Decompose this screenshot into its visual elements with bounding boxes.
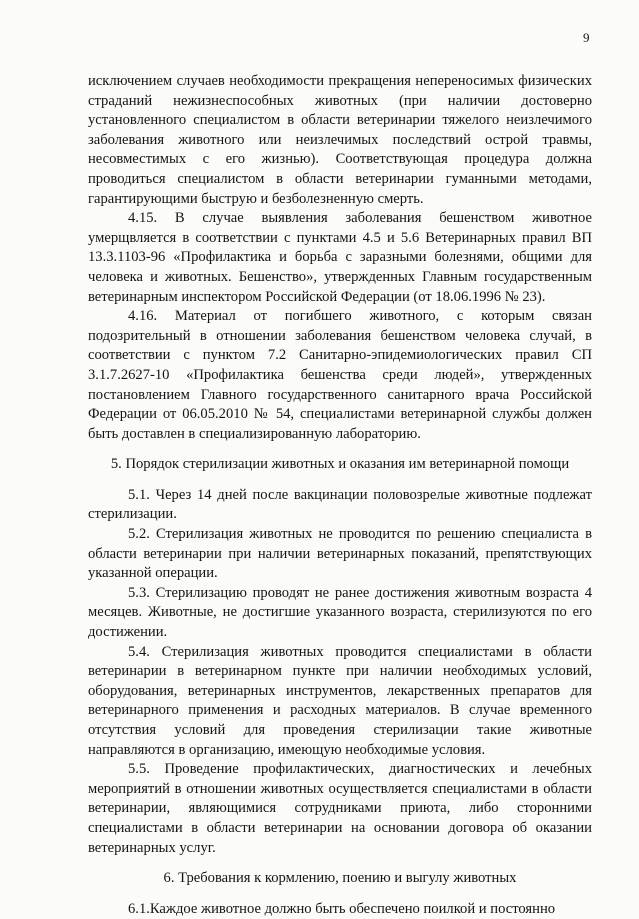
section-heading-6: 6. Требования к кормлению, поению и выгулу животных (163, 870, 517, 887)
paragraph-5-4: 5.4. Стерилизация животных проводится специалистами в области ветеринарии в ветеринарном пункте при наличии необходимых условий, оборудования, ветеринарных инструментов, лекарственных препаратов для ветеринарного применения и расходных материалов. В случае временного отсутствия условий для проведения стерилизации такие животные направляются в организацию, имеющую необходимые условия. (88, 643, 592, 758)
paragraph-4-16: 4.16. Материал от погибшего животного, с которым связан подозрительный в отношении заболевания бешенством человека случай, в соответствии с пунктом 7.2 Санитарно-эпидемиологических правил СП 3.1.7.2627-10 «Профилактика бешенства среди людей», утвержденных постановлением Главного государственного санитарного врача Российской Федерации от 06.05.2010 № 54, специалистами ветеринарной службы должен быть доставлен в специализированную лабораторию. (88, 308, 592, 442)
paragraph-5-3: 5.3. Стерилизацию проводят не ранее достижения животным возраста 4 месяцев. Животные, не достигшие указанного возраста, стерилизуются по его достижении. (88, 584, 592, 641)
paragraph-5-5: 5.5. Проведение профилактических, диагностических и лечебных мероприятий в отношении животных осуществляется специалистами в области ветеринарии, являющимися сотрудниками приюта, либо сторонними специалистами в области ветеринарии на основании договора об оказании ветеринарных услуг. (88, 761, 592, 856)
paragraph-continuation: исключением случаев необходимости прекращения непереносимых физических страданий нежизнеспособных животных (при наличии достоверно установленного специалистом в области ветеринарии тяжелого неизлечимого заболевания животного или неизлечимых последствий острой травмы, несовместимых с его жизнью). Соответствующая процедура должна проводиться специалистом в области ветеринарии гуманными методами, гарантирующими быструю и безболезненную смерть. (88, 73, 592, 207)
paragraph-5-1: 5.1. Через 14 дней после вакцинации половозрелые животные подлежат стерилизации. (88, 486, 592, 523)
section-heading-5: 5. Порядок стерилизации животных и оказания им ветеринарной помощи (110, 456, 570, 473)
paragraph-6-1: 6.1.Каждое животное должно быть обеспечено поилкой и постоянно (128, 900, 556, 917)
document-body (88, 72, 592, 919)
paragraph-5-2: 5.2. Стерилизация животных не проводится по решению специалиста в области ветеринарии при наличии ветеринарных показаний, препятствующих указанной операции. (88, 526, 592, 582)
page-number: 9 (583, 30, 590, 45)
paragraph-4-15: 4.15. В случае выявления заболевания бешенством животное умерщвляется в соответствии с пунктами 4.5 и 5.6 Ветеринарных правил ВП 13.3.1103-96 «Профилактика и борьба с заразными болезнями, общими для человека и животных. Бешенство», утвержденных Главным государственным ветеринарным инспектором Российской Федерации (от 18.06.1996 № 23). (88, 210, 592, 305)
